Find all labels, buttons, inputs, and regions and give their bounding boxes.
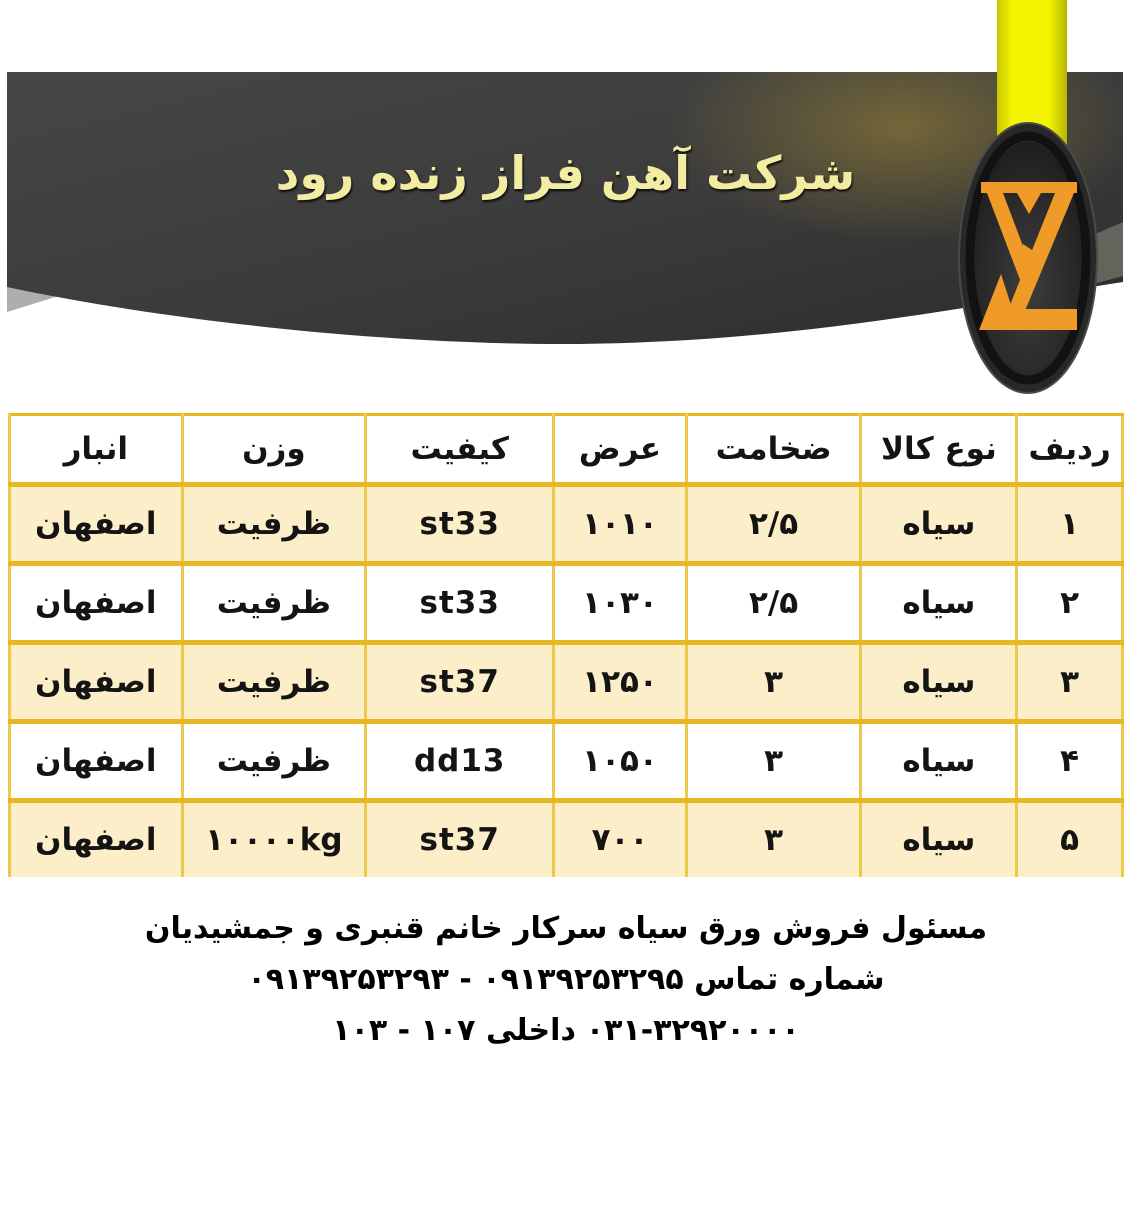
cell-r5-c5: ۱۰۰۰۰kg <box>182 801 366 878</box>
table-row-3 <box>10 643 1123 722</box>
cell-r1-c3: ۱۰۱۰ <box>554 485 686 564</box>
table-row-1 <box>10 485 1123 564</box>
cell-r5-c1: سیاه <box>861 801 1017 878</box>
cell-r3-c6: اصفهان <box>10 643 183 722</box>
contact-landline-line <box>0 1005 1132 1056</box>
cell-r2-c6: اصفهان <box>10 564 183 643</box>
cell-r1-c4: st33 <box>366 485 554 564</box>
cell-r4-c6: اصفهان <box>10 722 183 801</box>
column-header-1: نوع کالا <box>861 415 1017 485</box>
table-body <box>10 485 1123 878</box>
cell-r3-c3: ۱۲۵۰ <box>554 643 686 722</box>
cell-r5-c6: اصفهان <box>10 801 183 878</box>
column-header-3: عرض <box>554 415 686 485</box>
cell-r1-c0: ۱ <box>1017 485 1123 564</box>
table-row-2 <box>10 564 1123 643</box>
column-header-5: وزن <box>182 415 366 485</box>
extension-text: داخلی ۱۰۷ - ۱۰۳ <box>332 1013 576 1048</box>
cell-r4-c4: dd13 <box>366 722 554 801</box>
column-header-0: ردیف <box>1017 415 1123 485</box>
cell-r2-c2: ۲/۵ <box>686 564 861 643</box>
landline-number: ۰۳۱-۳۲۹۲۰۰۰۰ <box>585 1013 800 1048</box>
column-header-4: کیفیت <box>366 415 554 485</box>
banner-shape <box>7 72 1124 394</box>
table-header-row <box>10 415 1123 485</box>
cell-r3-c0: ۳ <box>1017 643 1123 722</box>
price-table <box>8 413 1124 890</box>
table-row-5 <box>10 801 1123 878</box>
column-header-2: ضخامت <box>686 415 861 485</box>
cell-r1-c1: سیاه <box>861 485 1017 564</box>
cell-r4-c1: سیاه <box>861 722 1017 801</box>
column-header-6: انبار <box>10 415 183 485</box>
cell-r1-c5: ظرفیت <box>182 485 366 564</box>
contact-person-line: مسئول فروش ورق سیاه سرکار خانم قنبری و جمشیدیان <box>144 911 988 946</box>
table-row-4 <box>10 722 1123 801</box>
cell-r1-c2: ۲/۵ <box>686 485 861 564</box>
cell-r3-c4: st37 <box>366 643 554 722</box>
cell-r4-c5: ظرفیت <box>182 722 366 801</box>
price-table-grid <box>8 413 1124 877</box>
cell-r5-c0: ۵ <box>1017 801 1123 878</box>
header-banner <box>7 72 1124 394</box>
cell-r3-c1: سیاه <box>861 643 1017 722</box>
cell-r2-c5: ظرفیت <box>182 564 366 643</box>
cell-r4-c3: ۱۰۵۰ <box>554 722 686 801</box>
cell-r4-c0: ۴ <box>1017 722 1123 801</box>
cell-r3-c5: ظرفیت <box>182 643 366 722</box>
cell-r2-c0: ۲ <box>1017 564 1123 643</box>
cell-r2-c4: st33 <box>366 564 554 643</box>
cell-r3-c2: ۳ <box>686 643 861 722</box>
contact-phones-line: شماره تماس ۰۹۱۳۹۲۵۳۲۹۵ - ۰۹۱۳۹۲۵۳۲۹۳ <box>247 962 885 997</box>
cell-r5-c4: st37 <box>366 801 554 878</box>
company-title: شرکت آهن فراز زنده رود <box>275 146 856 200</box>
contact-info <box>0 903 1132 1056</box>
company-logo <box>958 122 1098 394</box>
cell-r4-c2: ۳ <box>686 722 861 801</box>
cell-r1-c6: اصفهان <box>10 485 183 564</box>
cell-r5-c3: ۷۰۰ <box>554 801 686 878</box>
cell-r2-c3: ۱۰۳۰ <box>554 564 686 643</box>
logo-medallion <box>958 122 1098 394</box>
cell-r5-c2: ۳ <box>686 801 861 878</box>
cell-r2-c1: سیاه <box>861 564 1017 643</box>
